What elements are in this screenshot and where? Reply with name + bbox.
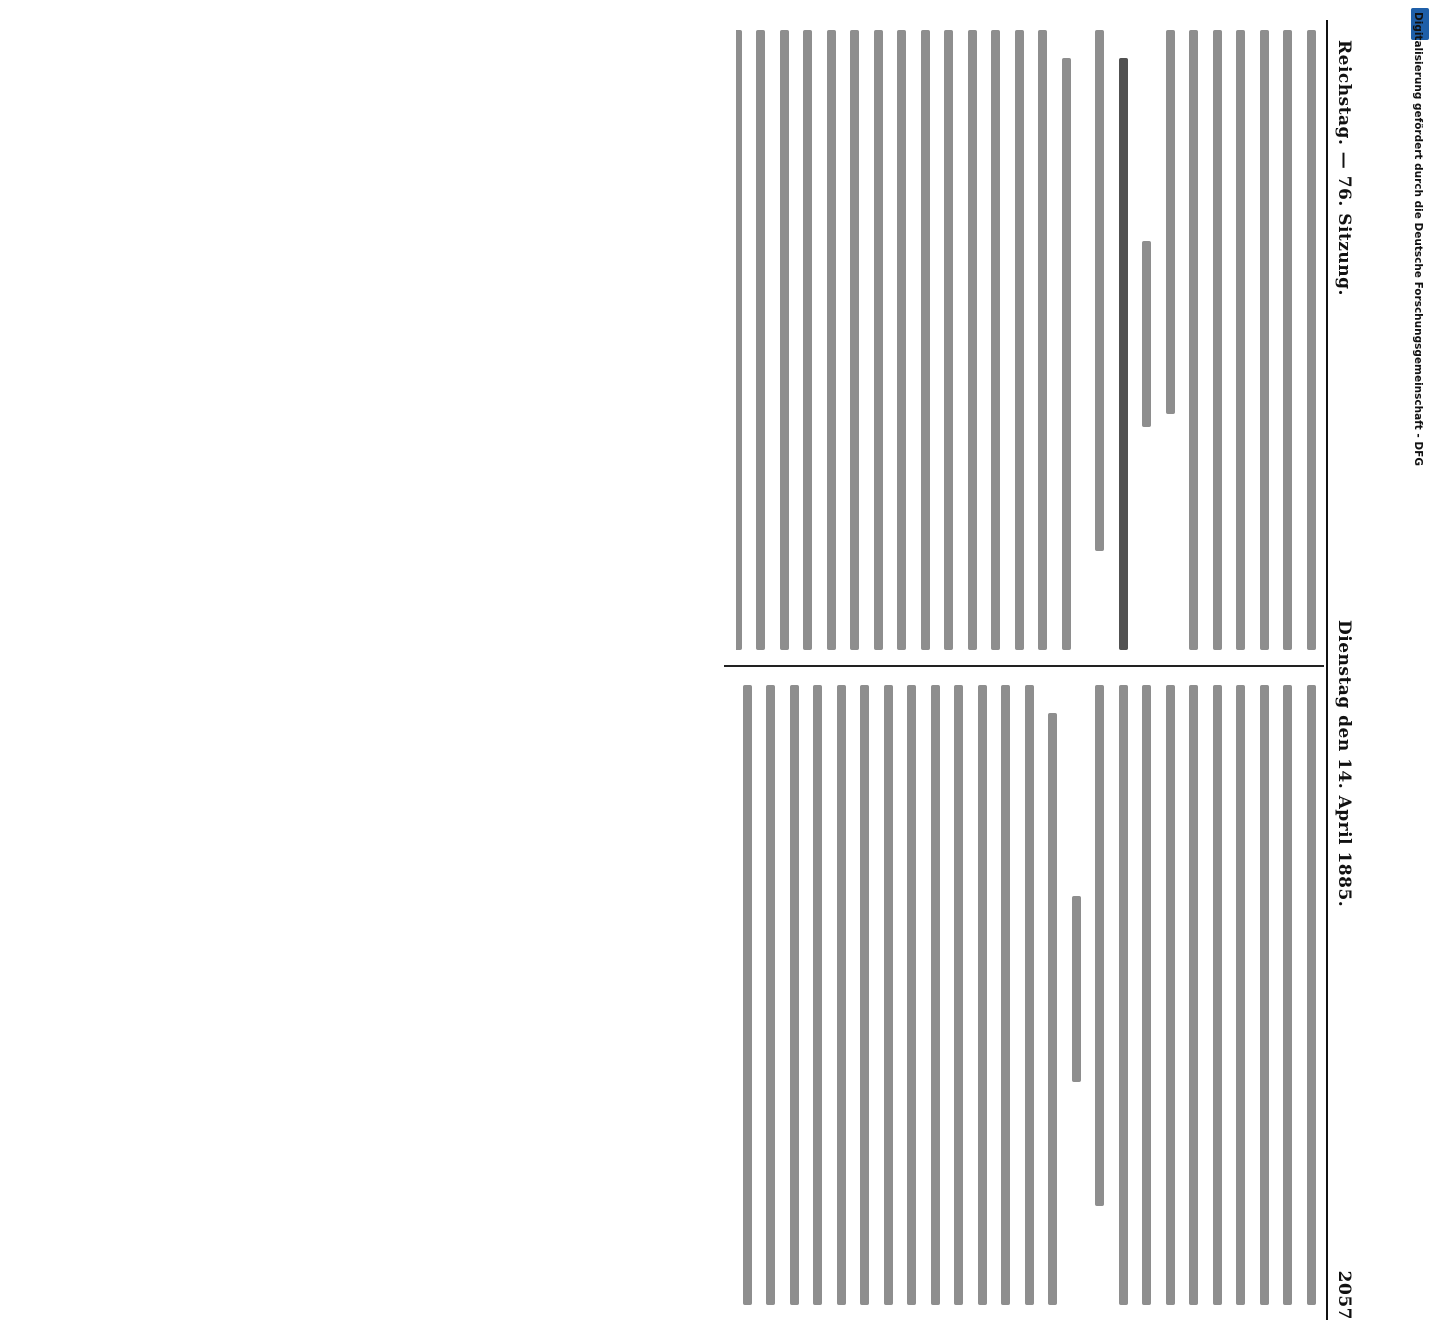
- text-line: [931, 685, 940, 1305]
- text-line: [1072, 896, 1081, 1082]
- text-line: [955, 685, 964, 1305]
- text-line: [1119, 685, 1128, 1305]
- text-column-right: [736, 685, 1316, 1305]
- running-header: [1330, 20, 1356, 1320]
- text-line: [790, 685, 799, 1305]
- text-line: [1143, 685, 1152, 1305]
- text-column-left: [736, 30, 1316, 650]
- text-line: [736, 30, 742, 650]
- text-line: [1015, 30, 1024, 650]
- text-line: [780, 30, 789, 650]
- text-line: [1260, 30, 1269, 650]
- text-line: [1002, 685, 1011, 1305]
- digitization-caption-text: Digitalisierung gefördert durch die Deutsche Forschungsgemeinschaft - DFG: [1412, 12, 1424, 466]
- text-line: [978, 685, 987, 1305]
- text-line: [1119, 58, 1128, 650]
- text-line: [1166, 685, 1175, 1305]
- text-line: [898, 30, 907, 650]
- text-line: [1190, 685, 1199, 1305]
- text-line: [992, 30, 1001, 650]
- text-line: [1143, 241, 1152, 427]
- text-line: [1049, 713, 1058, 1305]
- text-line: [757, 30, 766, 650]
- text-line: [767, 685, 776, 1305]
- page-number: 2057: [1334, 1270, 1354, 1320]
- text-line: [1307, 30, 1316, 650]
- rotated-page: [716, 20, 1356, 1320]
- text-line: [1237, 685, 1246, 1305]
- text-line: [814, 685, 823, 1305]
- text-line: [1096, 685, 1105, 1206]
- text-line: [921, 30, 930, 650]
- text-line: [804, 30, 813, 650]
- header-left: Reichstag. — 76. Sitzung.: [1334, 40, 1354, 296]
- text-line: [945, 30, 954, 650]
- text-line: [884, 685, 893, 1305]
- text-line: [968, 30, 977, 650]
- header-rule: [1326, 20, 1328, 1320]
- text-line: [874, 30, 883, 650]
- text-line: [743, 685, 752, 1305]
- text-line: [1166, 30, 1175, 414]
- column-divider: [724, 665, 1324, 667]
- digitization-caption: [1408, 12, 1426, 912]
- text-line: [1284, 30, 1293, 650]
- text-line: [1284, 685, 1293, 1305]
- text-line: [1039, 30, 1048, 650]
- text-line: [1237, 30, 1246, 650]
- text-line: [1025, 685, 1034, 1305]
- text-line: [1307, 685, 1316, 1305]
- text-line: [861, 685, 870, 1305]
- text-line: [1062, 58, 1071, 650]
- text-line: [1096, 30, 1105, 551]
- text-line: [1213, 30, 1222, 650]
- text-line: [837, 685, 846, 1305]
- text-line: [908, 685, 917, 1305]
- header-date: Dienstag den 14. April 1885.: [1334, 620, 1354, 908]
- text-line: [827, 30, 836, 650]
- text-line: [1213, 685, 1222, 1305]
- text-line: [851, 30, 860, 650]
- text-line: [1190, 30, 1199, 650]
- text-line: [1260, 685, 1269, 1305]
